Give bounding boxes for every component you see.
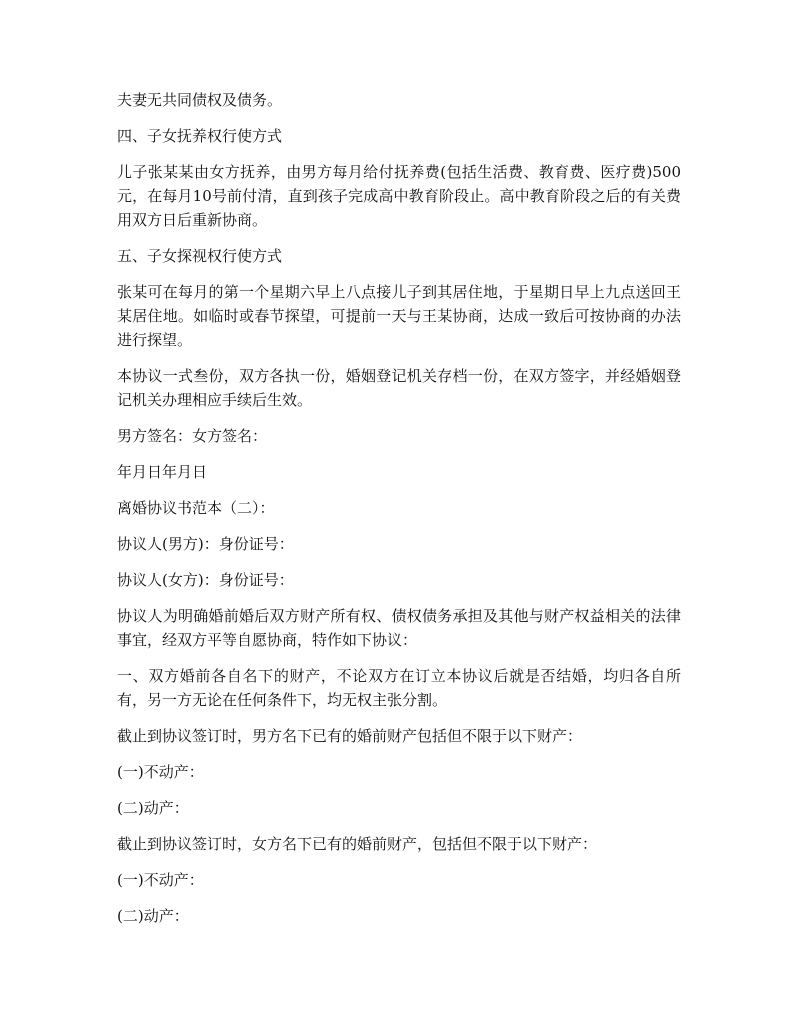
section-heading-custody: 四、子女抚养权行使方式 bbox=[117, 127, 283, 145]
section-heading-visitation: 五、子女探视权行使方式 bbox=[117, 247, 283, 265]
paragraph-custody: 儿子张某某由女方抚养，由男方每月给付抚养费(包括生活费、教育费、医疗费)500元，在每月10号前付清，直到孩子完成高中教育阶段止。高中教育阶段之后的有关费用双方日后重新协商。 bbox=[117, 163, 681, 229]
document-body bbox=[117, 88, 681, 940]
party-male-line: 协议人(男方)：身份证号： bbox=[117, 535, 294, 553]
paragraph-female-property: 截止到协议签订时，女方名下已有的婚前财产，包括但不限于以下财产： bbox=[117, 835, 598, 853]
list-item-female-movable: (二)动产： bbox=[117, 907, 189, 925]
signature-line: 男方签名：女方签名： bbox=[117, 427, 268, 445]
paragraph-male-property: 截止到协议签订时，男方名下已有的婚前财产包括但不限于以下财产： bbox=[117, 727, 583, 745]
paragraph-article-one: 一、双方婚前各自名下的财产，不论双方在订立本协议后就是否结婚，均归各自所有，另一方无论在任何条件下，均无权主张分割。 bbox=[117, 667, 681, 709]
paragraph-visitation: 张某可在每月的第一个星期六早上八点接儿子到其居住地，于星期日早上九点送回王某居住地。如临时或春节探望，可提前一天与王某协商，达成一致后可按协商的办法进行探望。 bbox=[117, 283, 681, 349]
party-female-line: 协议人(女方)：身份证号： bbox=[117, 571, 294, 589]
paragraph-purpose: 协议人为明确婚前婚后双方财产所有权、债权债务承担及其他与财产权益相关的法律事宜，经双方平等自愿协商，特作如下协议： bbox=[117, 607, 681, 649]
list-item-male-real-estate: (一)不动产： bbox=[117, 763, 204, 781]
template-title-two: 离婚协议书范本（二）： bbox=[117, 499, 275, 517]
list-item-male-movable: (二)动产： bbox=[117, 799, 189, 817]
list-item-female-real-estate: (一)不动产： bbox=[117, 871, 204, 889]
paragraph-debt-statement: 夫妻无共同债权及债务。 bbox=[117, 91, 283, 109]
date-line: 年月日年月日 bbox=[117, 463, 208, 481]
paragraph-copies: 本协议一式叁份，双方各执一份，婚姻登记机关存档一份，在双方签字，并经婚姻登记机关办理相应手续后生效。 bbox=[117, 367, 681, 409]
